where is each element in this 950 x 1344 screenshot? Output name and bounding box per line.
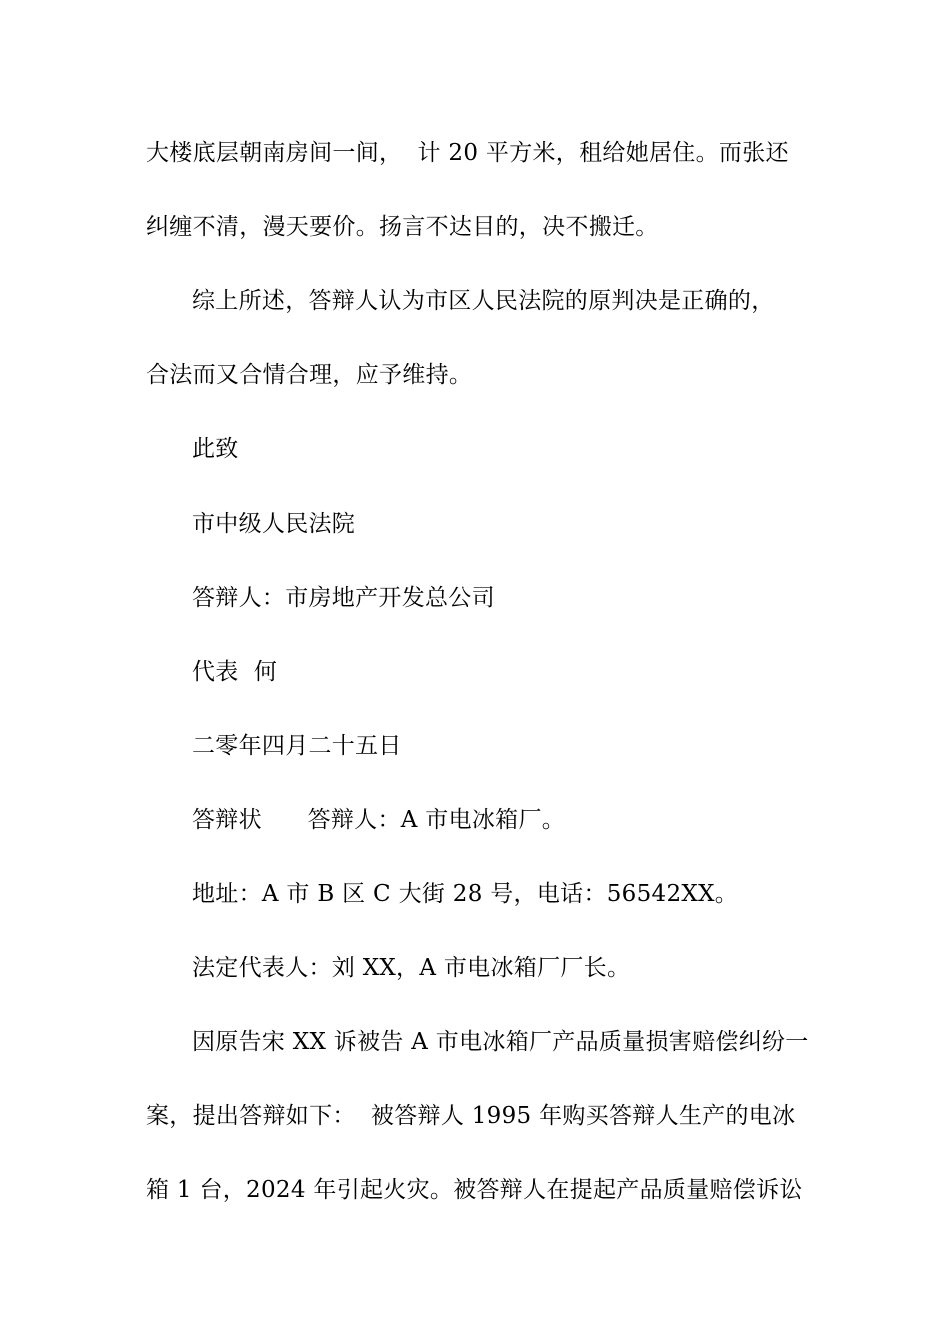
date-line: 二零年四月二十五日 (192, 733, 402, 759)
respondent-line: 答辩人：市房地产开发总公司 (192, 585, 495, 611)
salutation: 此致 (192, 436, 239, 462)
addressee: 市中级人民法院 (192, 511, 356, 537)
body-text-line: 大楼底层朝南房间一间， 计 20 平方米，租给她居住。而张还 (146, 140, 789, 166)
body-text-line: 纠缠不清，漫天要价。扬言不达目的，决不搬迁。 (146, 214, 659, 240)
body-text-line: 因原告宋 XX 诉被告 A 市电冰箱厂产品质量损害赔偿纠纷一 (192, 1029, 809, 1055)
body-text-line: 箱 1 台，2024 年引起火灾。被答辩人在提起产品质量赔偿诉讼 (146, 1177, 803, 1203)
body-text-line: 案，提出答辩如下： 被答辩人 1995 年购买答辩人生产的电冰 (146, 1103, 796, 1129)
address-line: 地址：A 市 B 区 C 大街 28 号，电话：56542XX。 (192, 881, 739, 907)
section-heading: 答辩状 答辩人：A 市电冰箱厂。 (192, 807, 566, 833)
representative-line: 代表 何 (192, 659, 278, 685)
legal-representative-line: 法定代表人：刘 XX，A 市电冰箱厂厂长。 (192, 955, 631, 981)
body-text-line: 合法而又合情合理，应予维持。 (146, 362, 473, 388)
body-text-line: 综上所述，答辩人认为市区人民法院的原判决是正确的， (192, 288, 775, 314)
